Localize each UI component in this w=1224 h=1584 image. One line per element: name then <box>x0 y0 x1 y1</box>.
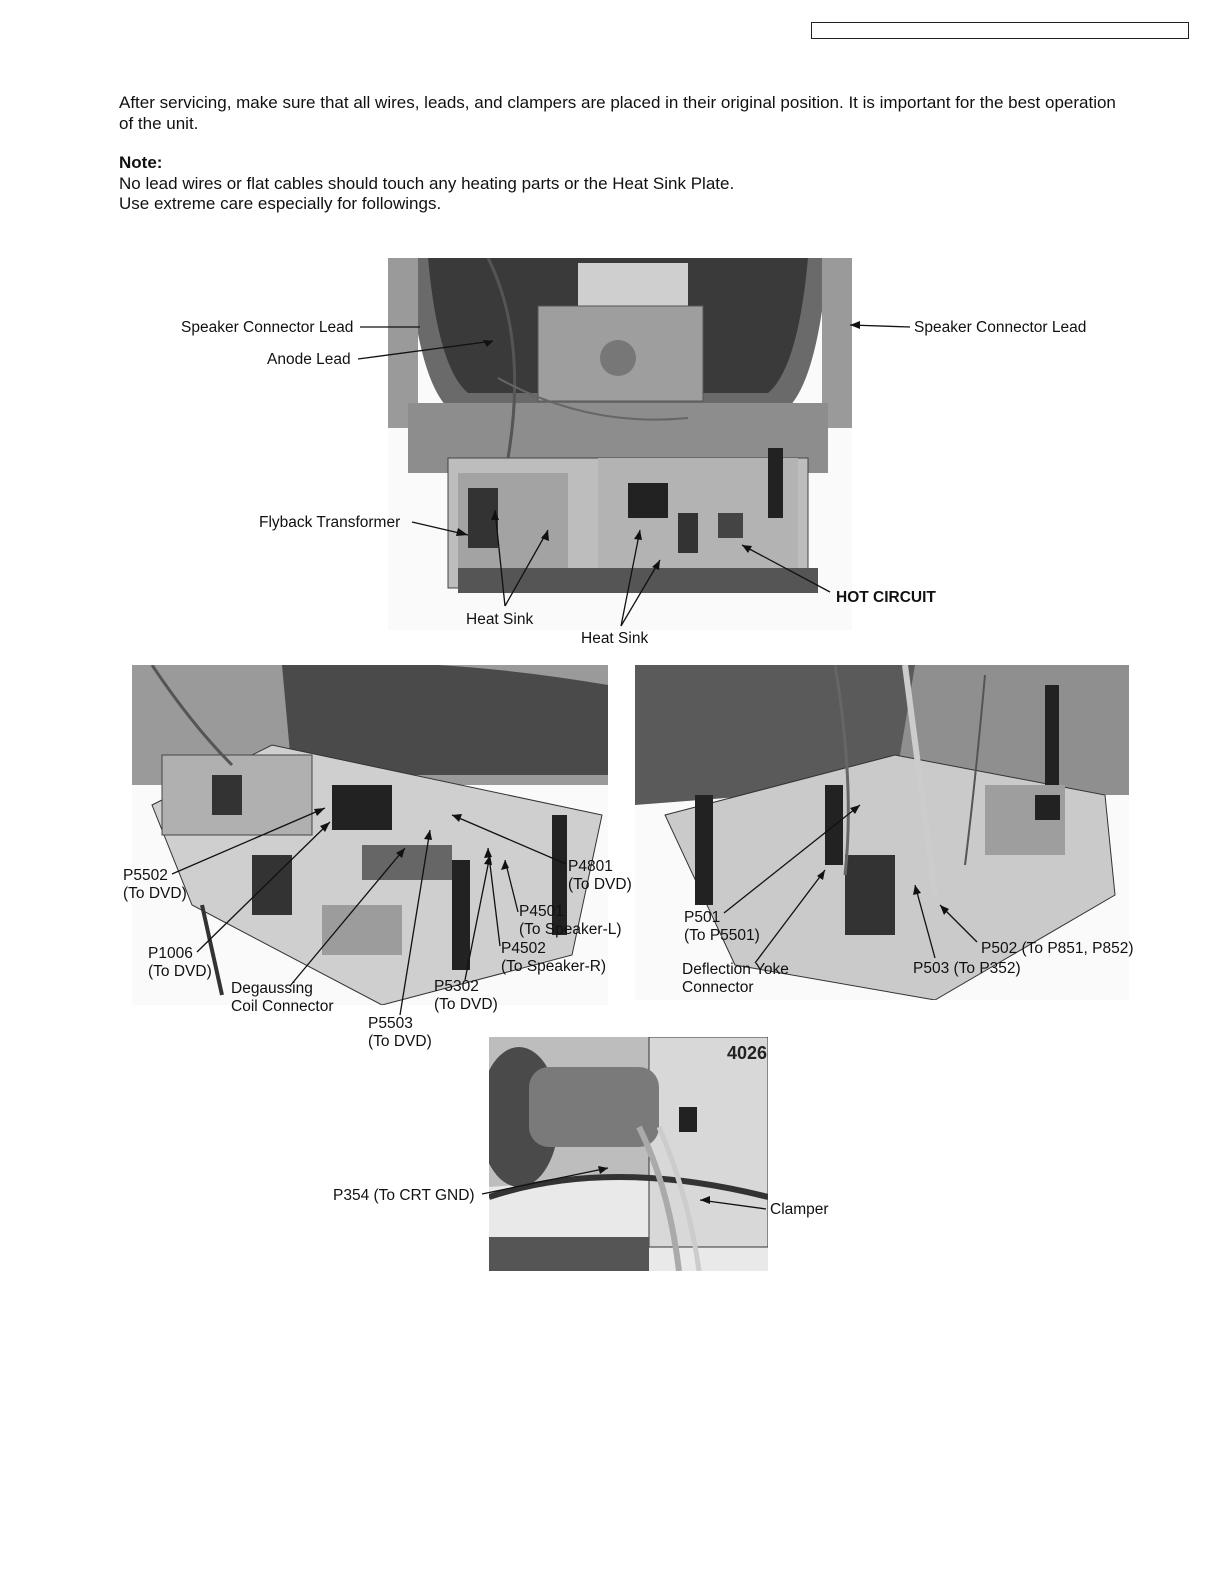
label-p5503: P5503 (To DVD) <box>368 1015 432 1050</box>
label-p5302: P5302 (To DVD) <box>434 978 498 1013</box>
crt-neck-photo <box>489 1037 768 1271</box>
label-heat-sink-2: Heat Sink <box>581 630 649 647</box>
label-hot-circuit: HOT CIRCUIT <box>836 589 936 606</box>
chassis-top-photo <box>388 258 852 630</box>
page-header-box <box>811 22 1189 39</box>
label-deflection-yoke-connector: Deflection Yoke Connector <box>682 961 789 996</box>
label-p502: P502 (To P851, P852) <box>981 940 1134 957</box>
label-p354: P354 (To CRT GND) <box>333 1187 475 1204</box>
label-speaker-connector-lead-left: Speaker Connector Lead <box>181 319 354 336</box>
label-anode-lead: Anode Lead <box>267 351 351 368</box>
label-speaker-connector-lead-right: Speaker Connector Lead <box>914 319 1087 336</box>
note-line-1: No lead wires or flat cables should touch any heating parts or the Heat Sink Plate. <box>119 174 735 193</box>
label-p5502: P5502 (To DVD) <box>123 867 187 902</box>
label-flyback-transformer: Flyback Transformer <box>259 514 401 531</box>
label-p501: P501 (To P5501) <box>684 909 760 944</box>
label-clamper: Clamper <box>770 1201 829 1218</box>
label-p503: P503 (To P352) <box>913 960 1021 977</box>
label-p1006: P1006 (To DVD) <box>148 945 212 980</box>
note-line-2: Use extreme care especially for followings. <box>119 194 442 213</box>
label-p4502: P4502 (To Speaker-R) <box>501 940 607 975</box>
intro-paragraph: After servicing, make sure that all wires, leads, and clampers are placed in their original position. It is important for the best operation of the unit. <box>119 93 1116 133</box>
label-p4501: P4501 (To Speaker-L) <box>519 903 622 938</box>
label-heat-sink-1: Heat Sink <box>466 611 534 628</box>
board-marking: 4026 <box>727 1043 768 1063</box>
label-p4801: P4801 (To DVD) <box>568 858 632 893</box>
label-degaussing-coil-connector: Degaussing Coil Connector <box>231 980 334 1015</box>
note-title: Note: <box>119 153 163 172</box>
